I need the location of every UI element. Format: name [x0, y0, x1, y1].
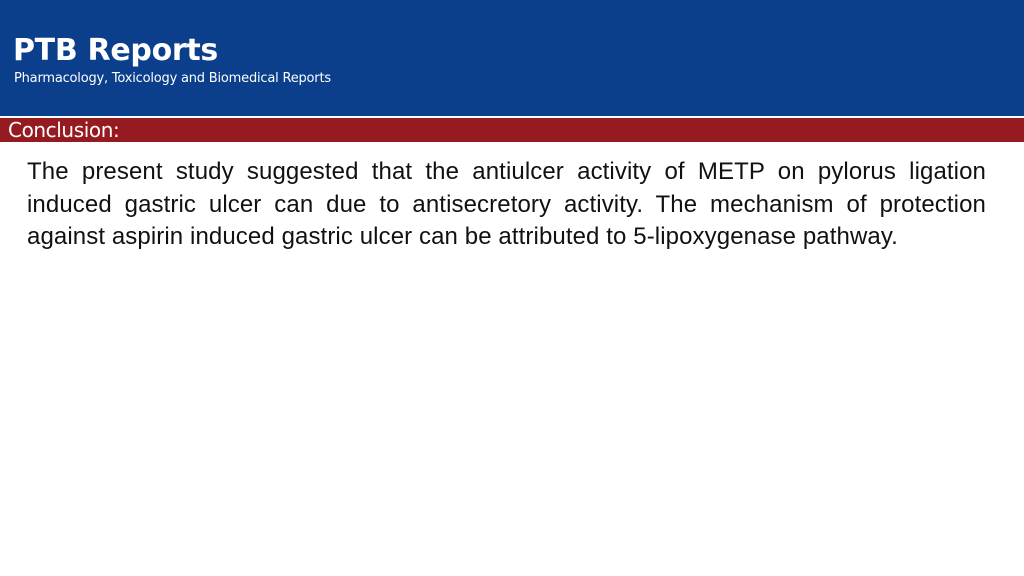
- brand-subtitle: Pharmacology, Toxicology and Biomedical Reports: [14, 71, 331, 86]
- header-banner: [0, 0, 1024, 116]
- section-heading-bar: [0, 118, 1024, 142]
- section-heading: Conclusion:: [8, 118, 120, 142]
- conclusion-paragraph: The present study suggested that the antiulcer activity of METP on pylorus ligation induced gastric ulcer can due to antisecretory activity. The mechanism of protection against aspirin induced gastric ulcer can be attributed to 5-lipoxygenase pathway.: [27, 158, 986, 250]
- brand-title: PTB Reports: [13, 33, 218, 68]
